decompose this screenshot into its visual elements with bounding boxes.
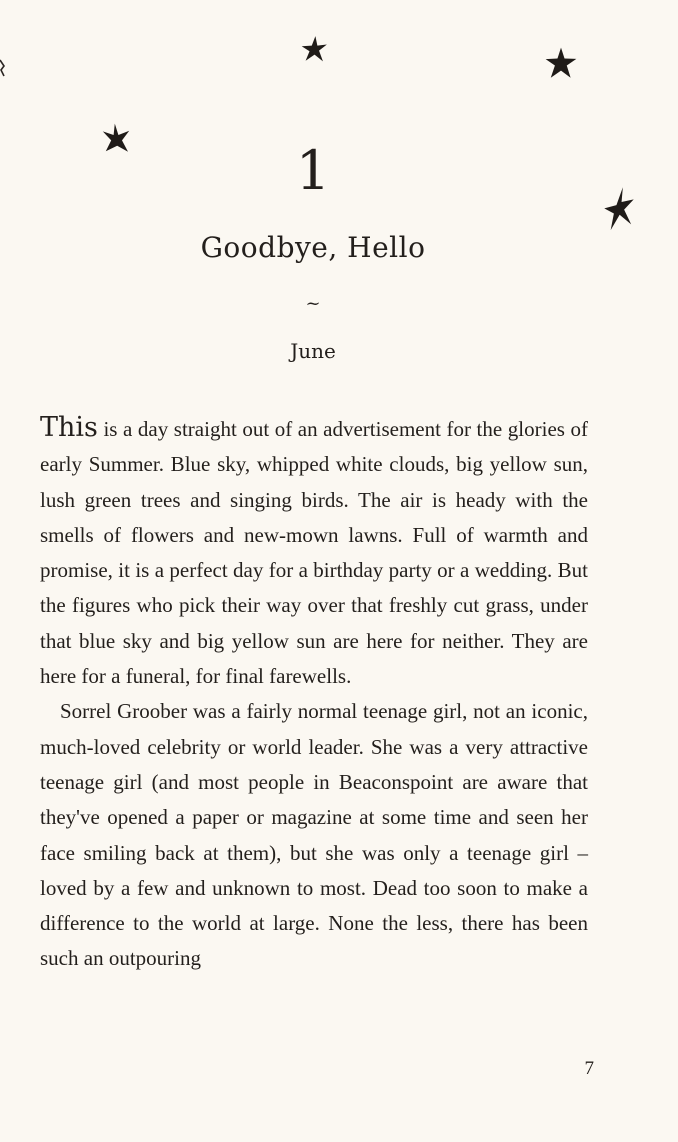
body-text: [40, 410, 588, 977]
chapter-title: Goodbye, Hello: [200, 231, 426, 264]
paragraph-text: is a day straight out of an advertisement for the glories of early Summer. Blue sky, whipped white clouds, big yellow sun, lush green trees and singing birds. The air is heady with the smells of flowers and new-mown lawns. Full of warmth and promise, it is a perfect day for a birthday party or a wedding. But the figures who pick their way over that freshly cut grass, under that blue sky and big yellow sun are here for neither. They are here for a funeral, for final farewells.: [40, 417, 588, 689]
page-number: 7: [584, 1058, 594, 1079]
star-icon: [545, 46, 577, 80]
paragraph-lead-word: This: [40, 412, 98, 443]
chapter-number: 1: [295, 139, 331, 202]
chapter-date: June: [290, 339, 336, 363]
star-icon: [300, 34, 328, 64]
paragraph: [40, 410, 588, 694]
page-edge-mark: [0, 58, 6, 80]
paragraph: Sorrel Groober was a fairly normal teenage girl, not an iconic, much-loved celebrity or world leader. She was a very attractive teenage girl (and most people in Beaconspoint are aware that they've opened a paper or magazine at some time and seen her face smiling back at them), but she was only a teenage girl – loved by a few and unknown to most. Dead too soon to make a difference to the world at large. None the less, there has been such an outpouring: [40, 699, 588, 971]
title-separator: ~: [305, 293, 321, 314]
